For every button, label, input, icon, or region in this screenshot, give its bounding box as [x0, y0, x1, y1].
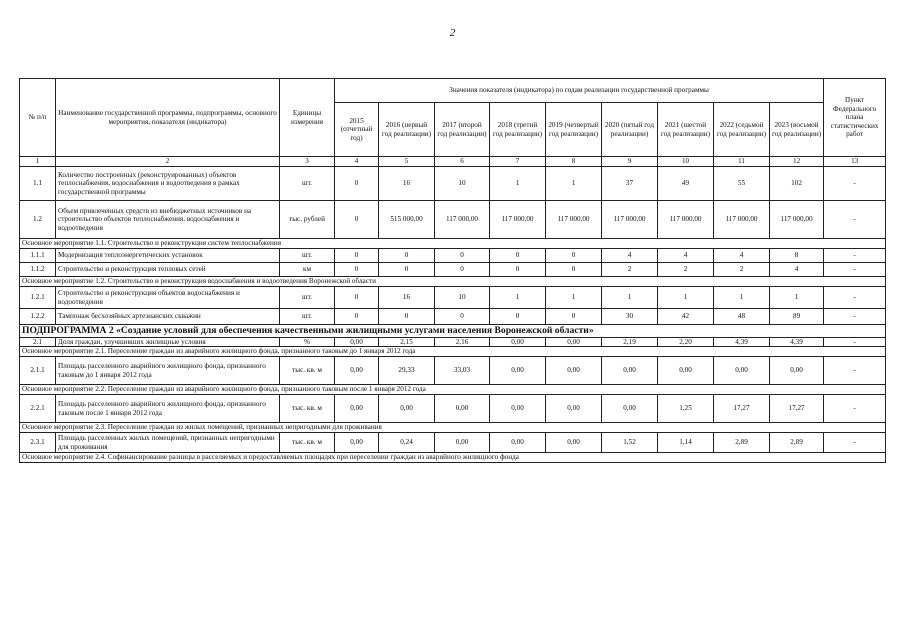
row-num: 2.1.1 [20, 357, 56, 385]
row-value: 17,27 [714, 395, 770, 423]
row-value: 0,00 [546, 433, 602, 453]
row-value: 1 [490, 287, 546, 309]
row-value: 2,89 [770, 433, 824, 453]
row-value: 0 [435, 263, 490, 277]
row-value: 0 [335, 263, 379, 277]
column-number: 12 [770, 157, 824, 167]
header-year: 2021 (шестой год реализации) [658, 103, 714, 157]
row-value: 0,00 [435, 395, 490, 423]
row-plan: - [824, 395, 886, 423]
row-name: Доля граждан, улучшивших жилищные условия [56, 337, 280, 347]
row-unit: % [280, 337, 335, 347]
section-row [20, 423, 886, 433]
row-value: 1 [602, 287, 658, 309]
row-value: 2,16 [435, 337, 490, 347]
row-num: 1.1 [20, 167, 56, 201]
row-name: Площадь расселенного аварийного жилищного фонда, признанного таковым до 1 января 2012 года [56, 357, 280, 385]
row-value: 0,00 [490, 395, 546, 423]
row-value: 0,00 [335, 395, 379, 423]
section-title: Основное мероприятие 2.2. Переселение граждан из аварийного жилищного фонда, признанного таковым после 1 января 2012 года [20, 385, 886, 395]
row-value: 515 000,00 [379, 201, 435, 239]
row-value: 117 000,00 [602, 201, 658, 239]
subprogram-row [20, 325, 886, 338]
row-value: 0,00 [602, 357, 658, 385]
row-value: 0,00 [602, 395, 658, 423]
column-number: 9 [602, 157, 658, 167]
row-value: 0,00 [546, 357, 602, 385]
row-name: Площадь расселенного аварийного жилищного фонда, признанного таковым после 1 января 2012 года [56, 395, 280, 423]
row-value: 0,00 [770, 357, 824, 385]
row-value: 17,27 [770, 395, 824, 423]
row-plan: - [824, 201, 886, 239]
header-year: 2022 (седьмой год реализации) [714, 103, 770, 157]
row-value: 2,20 [658, 337, 714, 347]
row-value: 89 [770, 309, 824, 325]
table-row [20, 287, 886, 309]
row-name: Строительство и реконструкция тепловых сетей [56, 263, 280, 277]
row-value: 10 [435, 287, 490, 309]
header-num: № п/п [20, 79, 56, 157]
column-number: 4 [335, 157, 379, 167]
section-row [20, 277, 886, 287]
row-name: Модернизация теплоэнергетических установок [56, 249, 280, 263]
row-value: 0,00 [490, 357, 546, 385]
row-value: 0 [435, 249, 490, 263]
header-year: 2023 (восьмой год реализации) [770, 103, 824, 157]
section-title: Основное мероприятие 1.2. Строительство и реконструкция водоснабжения и водоотведения Воронежской области [20, 277, 886, 287]
row-value: 4 [658, 249, 714, 263]
subprogram-title: ПОДПРОГРАММА 2 «Создание условий для обеспечения качественными жилищными услугами населения Воронежской области» [20, 325, 886, 338]
section-title: Основное мероприятие 2.3. Переселение граждан из жилых помещений, признанных непригодными для проживания [20, 423, 886, 433]
row-value: 102 [770, 167, 824, 201]
row-value: 2,19 [602, 337, 658, 347]
row-value: 0 [546, 263, 602, 277]
column-number: 11 [714, 157, 770, 167]
column-number: 2 [56, 157, 280, 167]
row-value: 1 [714, 287, 770, 309]
row-value: 4 [714, 249, 770, 263]
row-name: Количество построенных (реконструированных) объектов теплоснабжения, водоснабжения и водоотведения в рамках государственной программы [56, 167, 280, 201]
row-unit: тыс. рублей [280, 201, 335, 239]
row-plan: - [824, 287, 886, 309]
row-value: 0,00 [490, 337, 546, 347]
row-plan: - [824, 309, 886, 325]
row-value: 0,00 [335, 357, 379, 385]
row-value: 0 [335, 287, 379, 309]
header-year: 2017 (второй год реализации) [435, 103, 490, 157]
row-name: Объем привлеченных средств из внебюджетных источников на строительство объектов теплоснабжения, водоснабжения и водоотведения [56, 201, 280, 239]
row-unit: шт. [280, 167, 335, 201]
row-value: 117 000,00 [770, 201, 824, 239]
row-unit: шт. [280, 249, 335, 263]
section-row [20, 239, 886, 249]
row-value: 1 [546, 287, 602, 309]
column-number: 1 [20, 157, 56, 167]
row-value: 1,25 [658, 395, 714, 423]
column-number: 6 [435, 157, 490, 167]
row-value: 33,03 [435, 357, 490, 385]
row-plan: - [824, 357, 886, 385]
row-value: 0 [335, 249, 379, 263]
row-value: 8 [770, 249, 824, 263]
row-value: 1,52 [602, 433, 658, 453]
row-plan: - [824, 263, 886, 277]
row-value: 0,00 [714, 357, 770, 385]
header-plan: Пункт Федерального плана статистических работ [824, 79, 886, 157]
table-row [20, 249, 886, 263]
row-value: 0 [335, 201, 379, 239]
row-value: 0 [546, 249, 602, 263]
column-number: 7 [490, 157, 546, 167]
column-number: 3 [280, 157, 335, 167]
row-value: 48 [714, 309, 770, 325]
row-num: 1.1.2 [20, 263, 56, 277]
row-value: 4 [602, 249, 658, 263]
row-value: 37 [602, 167, 658, 201]
row-plan: - [824, 433, 886, 453]
row-num: 1.2.2 [20, 309, 56, 325]
row-value: 0 [335, 167, 379, 201]
row-value: 2 [658, 263, 714, 277]
row-value: 117 000,00 [546, 201, 602, 239]
indicators-table [19, 78, 886, 463]
row-plan: - [824, 249, 886, 263]
row-unit: шт. [280, 287, 335, 309]
row-value: 4,39 [714, 337, 770, 347]
row-value: 2,89 [714, 433, 770, 453]
row-value: 0,24 [379, 433, 435, 453]
row-value: 0 [490, 309, 546, 325]
row-plan: - [824, 167, 886, 201]
row-value: 4 [770, 263, 824, 277]
table-row [20, 395, 886, 423]
row-plan: - [824, 337, 886, 347]
row-value: 117 000,00 [658, 201, 714, 239]
header-unit: Единицы измерения [280, 79, 335, 157]
row-value: 0,00 [335, 337, 379, 347]
row-value: 1 [658, 287, 714, 309]
row-value: 49 [658, 167, 714, 201]
table-row [20, 201, 886, 239]
row-value: 0,00 [546, 337, 602, 347]
row-value: 10 [435, 167, 490, 201]
table-row [20, 263, 886, 277]
row-value: 1 [546, 167, 602, 201]
section-title: Основное мероприятие 2.4. Софинансирование разницы в расселяемых и предоставляемых площадях при переселении граждан из аварийного жилищного фонда [20, 453, 886, 463]
row-unit: км [280, 263, 335, 277]
section-row [20, 453, 886, 463]
page-number: 2 [449, 27, 456, 39]
table-row [20, 309, 886, 325]
header-year: 2020 (пятый год реализации) [602, 103, 658, 157]
row-value: 16 [379, 287, 435, 309]
section-row [20, 347, 886, 357]
row-value: 0 [335, 309, 379, 325]
row-num: 1.2 [20, 201, 56, 239]
row-value: 55 [714, 167, 770, 201]
row-value: 0,00 [490, 433, 546, 453]
row-value: 0 [490, 249, 546, 263]
row-unit: тыс. кв. м [280, 357, 335, 385]
row-value: 30 [602, 309, 658, 325]
row-value: 0,00 [546, 395, 602, 423]
row-value: 4,39 [770, 337, 824, 347]
row-name: Тампонаж бесхозяйных артезианских скважин [56, 309, 280, 325]
column-number: 8 [546, 157, 602, 167]
row-num: 2.2.1 [20, 395, 56, 423]
row-name: Строительство и реконструкция объектов водоснабжения и водоотведения [56, 287, 280, 309]
table-row [20, 433, 886, 453]
table-row [20, 167, 886, 201]
row-value: 0 [435, 309, 490, 325]
section-title: Основное мероприятие 2.1. Переселение граждан из аварийного жилищного фонда, признанного таковым до 1 января 2012 года [20, 347, 886, 357]
header-year: 2016 (первый год реализации) [379, 103, 435, 157]
column-number: 5 [379, 157, 435, 167]
header-name: Наименование государственной программы, подпрограммы, основного мероприятия, показателя (индикатора) [56, 79, 280, 157]
table-row [20, 357, 886, 385]
row-value: 0,00 [658, 357, 714, 385]
column-number: 10 [658, 157, 714, 167]
row-value: 1 [490, 167, 546, 201]
row-name: Площадь расселенных жилых помещений, признанных непригодными для проживания [56, 433, 280, 453]
row-value: 0 [379, 249, 435, 263]
header-values-title: Значения показателя (индикатора) по годам реализации государственной программы [335, 79, 824, 103]
row-value: 0 [379, 263, 435, 277]
row-num: 1.2.1 [20, 287, 56, 309]
header-year: 2015 (отчетный год) [335, 103, 379, 157]
row-unit: тыс. кв. м [280, 433, 335, 453]
section-row [20, 385, 886, 395]
table-row [20, 337, 886, 347]
row-unit: тыс. кв. м [280, 395, 335, 423]
row-num: 1.1.1 [20, 249, 56, 263]
row-value: 2 [602, 263, 658, 277]
row-value: 2 [714, 263, 770, 277]
row-value: 0,00 [435, 433, 490, 453]
row-value: 0 [490, 263, 546, 277]
row-value: 0,00 [335, 433, 379, 453]
row-value: 1,14 [658, 433, 714, 453]
row-num: 2.1 [20, 337, 56, 347]
section-title: Основное мероприятие 1.1. Строительство и реконструкция систем теплоснабжения [20, 239, 886, 249]
row-value: 16 [379, 167, 435, 201]
row-value: 0 [379, 309, 435, 325]
row-value: 2,15 [379, 337, 435, 347]
row-value: 42 [658, 309, 714, 325]
header-year: 2018 (третий год реализации) [490, 103, 546, 157]
row-value: 117 000,00 [714, 201, 770, 239]
row-value: 117 000,00 [490, 201, 546, 239]
header-year: 2019 (четвертый год реализации) [546, 103, 602, 157]
row-num: 2.3.1 [20, 433, 56, 453]
column-number: 13 [824, 157, 886, 167]
row-value: 1 [770, 287, 824, 309]
row-value: 117 000,00 [435, 201, 490, 239]
row-value: 0,00 [379, 395, 435, 423]
row-value: 0 [546, 309, 602, 325]
row-value: 29,33 [379, 357, 435, 385]
row-unit: шт. [280, 309, 335, 325]
